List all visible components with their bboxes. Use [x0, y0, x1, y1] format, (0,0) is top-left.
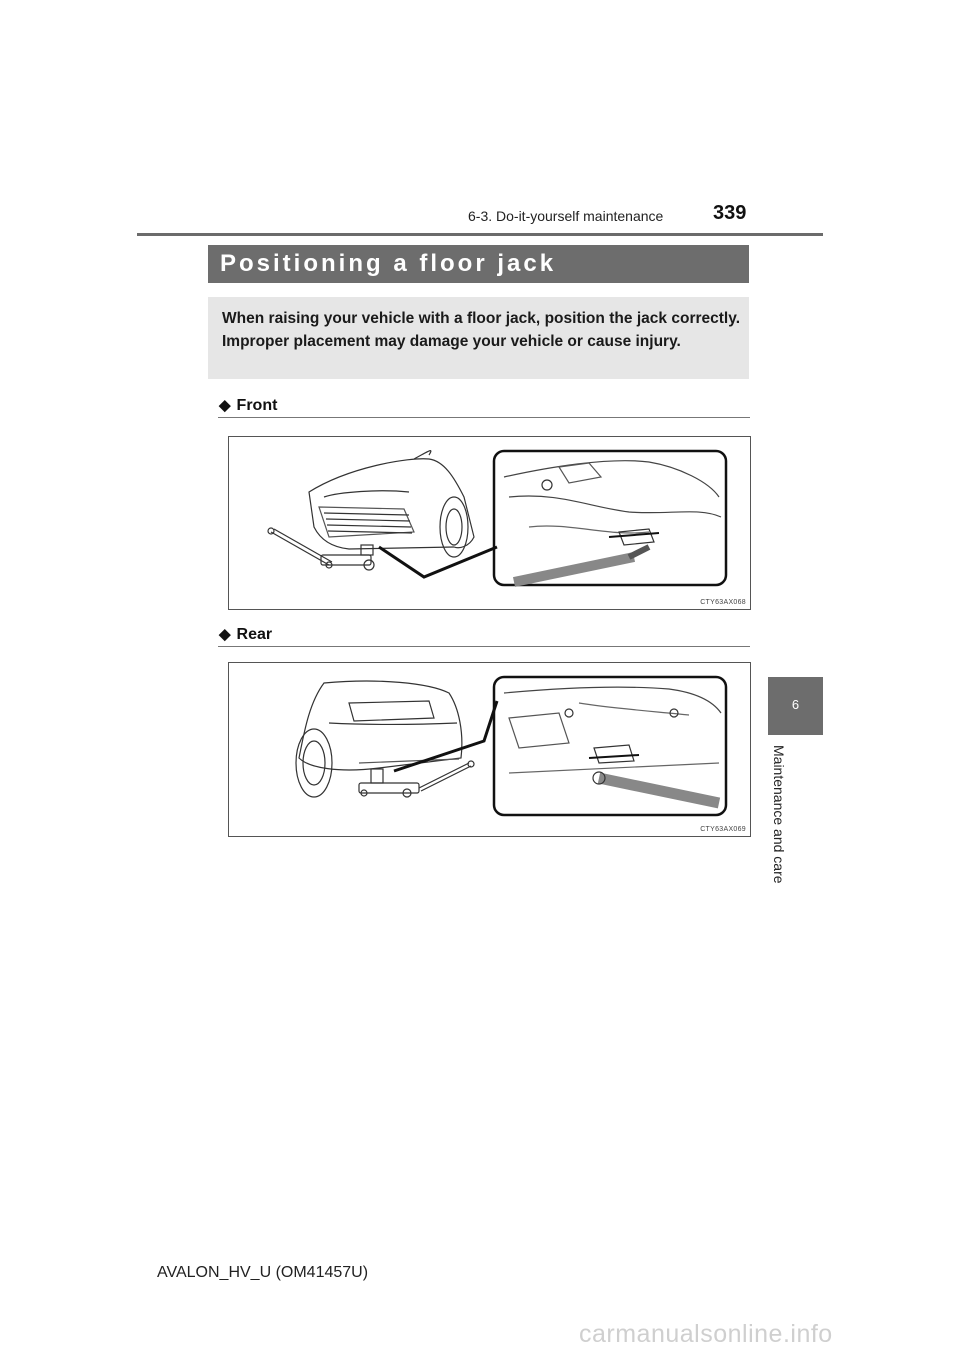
chapter-tab-number: 6 — [791, 697, 800, 712]
diamond-bullet-icon: ◆ — [219, 397, 231, 414]
footer-manual-id: AVALON_HV_U (OM41457U) — [157, 1264, 369, 1281]
intro-box — [208, 297, 749, 379]
figure-front — [228, 436, 751, 610]
front-jack-illustration — [229, 437, 750, 609]
diamond-bullet-icon: ◆ — [219, 626, 231, 643]
chapter-tab — [768, 677, 823, 735]
figure-front-code: CTY63AX068 — [700, 599, 746, 606]
watermark: carmanualsonline.info — [579, 1320, 833, 1348]
subheading-rear-rule — [218, 646, 750, 647]
figure-rear-code: CTY63AX069 — [700, 826, 746, 833]
subheading-rear-label: Rear — [236, 626, 273, 643]
rear-jack-illustration — [229, 663, 750, 836]
subheading-front-label: Front — [236, 397, 278, 414]
page-number: 339 — [713, 202, 747, 224]
chapter-side-label-text: Maintenance and care — [771, 745, 787, 884]
title-bar — [208, 245, 749, 283]
page-title: Positioning a floor jack — [220, 250, 557, 277]
header-section-title: 6-3. Do-it-yourself maintenance — [468, 208, 664, 224]
intro-text: When raising your vehicle with a floor jack, position the jack correctly. Improper placement may damage your vehicle or cause injury. — [222, 310, 740, 350]
header-rule — [137, 233, 823, 236]
figure-rear — [228, 662, 751, 837]
subheading-front-rule — [218, 417, 750, 418]
subheading-rear — [219, 625, 272, 644]
subheading-front — [219, 396, 277, 415]
